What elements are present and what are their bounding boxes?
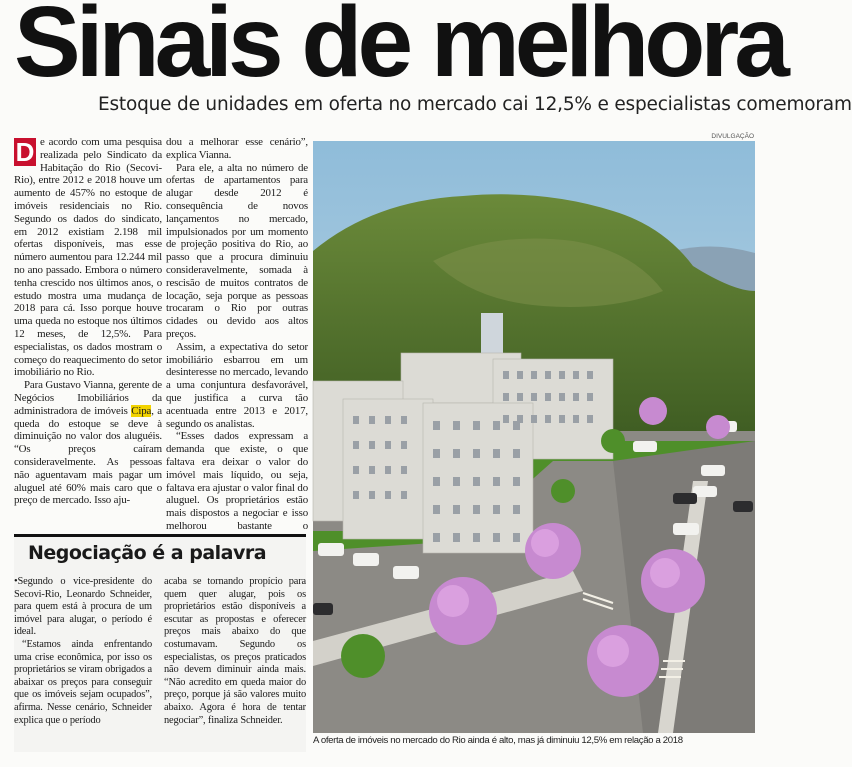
paragraph-text: , a queda do estoque se deve à diminuição no valor dos aluguéis. “Os preços caíram consideravelmente. As pessoas não aguentavam mais pagar um aluguel até 60% mais caro que o preço de mercado. Isso aju- (14, 404, 162, 507)
housing-complex-photo (313, 141, 755, 733)
paragraph-text: Para Gustavo Vianna, gerente de Negócios Imobiliários da administradora de imóveis (14, 379, 162, 417)
headline: Sinais de melhora (14, 0, 785, 98)
paragraph-text: e acordo com uma pesquisa realizada pelo Sindicato da Habitação do Rio (Secovi-Rio), entre 2012 e 2018 houve um aumento de 457% no estoque de imóveis residenciais no Rio. Segundo os dados do sindicato, em 2012 existiam 2.198 mil ofertas disponíveis, mas esse número aumentou para 12.244 mil no ano passado. Embora o número tenha crescido nos últimos anos, o estudo mostra uma mudança de 2018 para cá. Isso porque houve uma queda no estoque nos últimos 12 meses, de 12,5%. Para especialistas, os dados mostram o começo do reaquecimento do setor imobiliário no Rio. (14, 136, 162, 379)
article-paragraph: “Esses dados expressam a demanda que existe, o que faltava era deixar o valor do imóvel mais líquido, ou seja, faltava era ajustar o valor final do aluguel. Os proprietários estão mais dispostos a negociar e isso melhorou bastante o (166, 430, 308, 532)
sidebar-title: Negociação é a palavra (28, 542, 267, 564)
sidebar-column-1 (14, 576, 152, 727)
water-tower (481, 313, 503, 353)
drop-cap: D (15, 137, 35, 167)
article-paragraph (14, 136, 162, 379)
sidebar-paragraph: •Segundo o vice-presidente do Secovi-Rio, Leonardo Schneider, para quem está à procura de um imóvel para alugar, o período é ideal. (14, 576, 152, 638)
article-paragraph: Para ele, a alta no número de ofertas de apartamentos para alugar desde 2012 é consequência de novos lançamentos no mercado, impulsionados por um momento de projeção positiva do Rio, ao passo que a procura diminuiu consideravelmente, somada à rescisão de muitos contratos de locação, seja porque as pessoas trocaram o Rio por outras cidades ou devido aos altos preços. (166, 161, 308, 340)
photo-caption: A oferta de imóveis no mercado do Rio ainda é alto, mas já diminuiu 12,5% em relação a 2018 (313, 735, 683, 746)
sidebar-paragraph: acaba se tornando propício para quem quer alugar, pois os proprietários estão disponíveis a escutar as propostas e oferecer preços mais abaixo do que costumavam. Segundo os especialistas, os preços praticados não devem diminuir ainda mais. “Não acredito em queda maior do preço, porque já são valores muito abaixo. Agora é hora de tentar negociar”, finaliza Schneider. (164, 576, 306, 726)
subheadline: Estoque de unidades em oferta no mercado cai 12,5% e especialistas comemoram (98, 94, 852, 115)
article-column-2 (166, 136, 308, 546)
sidebar-paragraph: “Estamos ainda enfrentando uma crise econômica, por isso os proprietários se viram obrigados a abaixar os preços para conseguir que os imóveis sejam ocupados”, afirma. Nesse cenário, Schneider explica que o período (14, 638, 152, 726)
housing-complex-illustration (313, 141, 755, 733)
article-column-1 (14, 136, 162, 507)
sidebar-column-2 (164, 576, 306, 727)
sidebar-box (14, 534, 306, 752)
highlighted-text: Cipa (131, 404, 152, 417)
article-paragraph (14, 379, 162, 507)
article-paragraph: dou a melhorar esse cenário”, explica Vianna. (166, 136, 308, 161)
article-paragraph: Assim, a expectativa do setor imobiliário esbarrou em um desinteresse no mercado, levando a uma conjuntura desfavorável, que justifica a curva tão acentuada entre 2013 e 2017, segundo os analistas. (166, 340, 308, 430)
photo-credit: DIVULGAÇÃO (711, 133, 754, 140)
